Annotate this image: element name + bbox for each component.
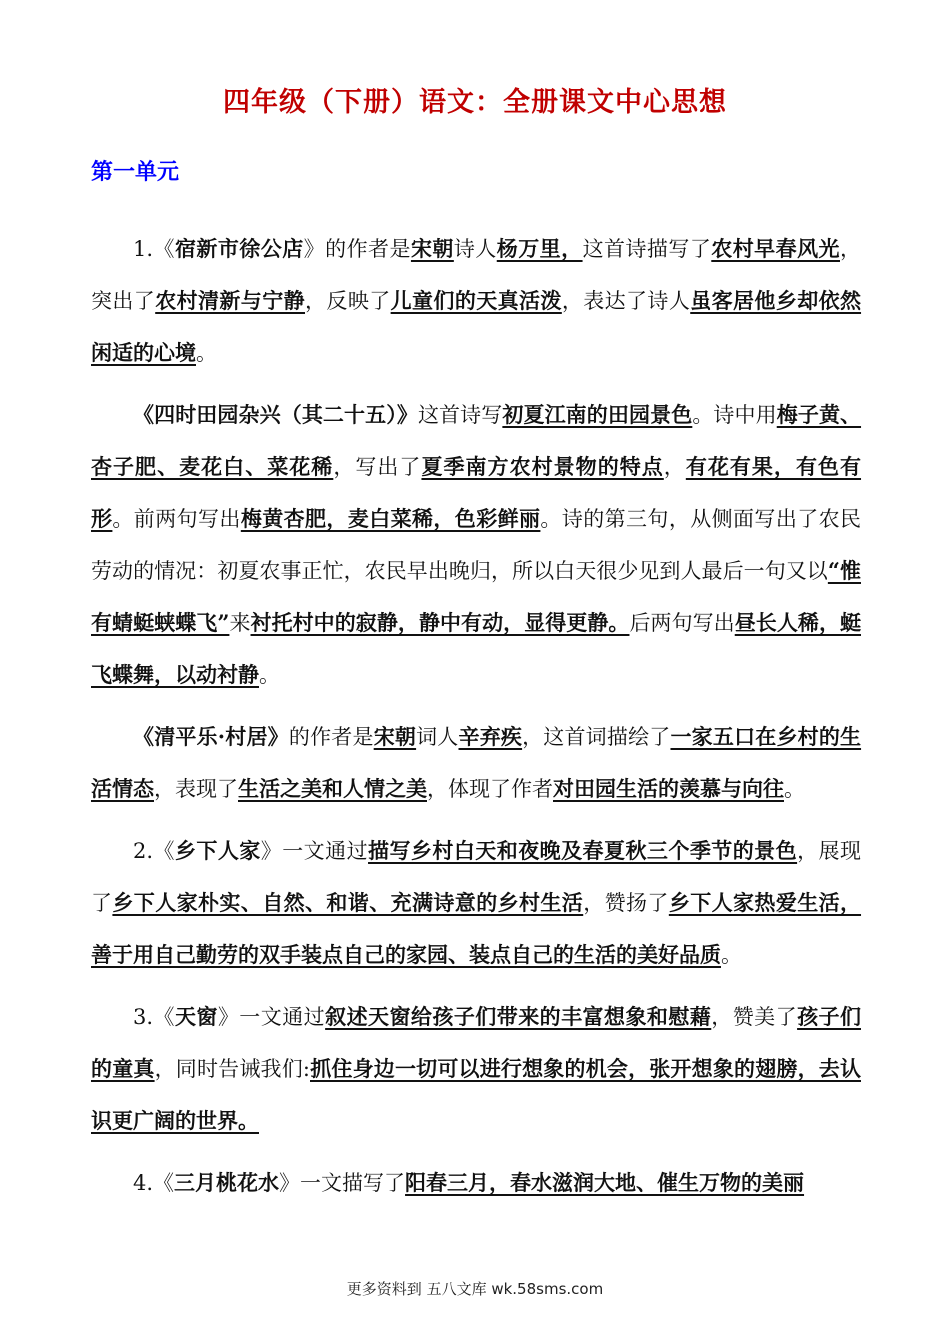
text-span: ，突出了 bbox=[91, 237, 861, 313]
text-span: 来 bbox=[229, 611, 251, 635]
key-phrase: 农村清新与宁静 bbox=[155, 288, 306, 313]
page-title: 四年级（下册）语文：全册课文中心思想 bbox=[223, 87, 727, 118]
key-phrase: 虽客居他乡却依然闲适的心境 bbox=[91, 288, 862, 365]
footer-source-note: 更多资料到 五八文库 wk.58sms.com bbox=[346, 1280, 604, 1298]
text-span: ，反映了 bbox=[305, 289, 391, 313]
key-phrase: 生活之美和人情之美 bbox=[238, 776, 427, 801]
key-phrase: 昼长人稀，蜓飞蝶舞，以动衬静 bbox=[91, 610, 861, 687]
text-span: ，这首词描绘了 bbox=[522, 725, 671, 749]
text-span: 这首诗写 bbox=[417, 403, 503, 427]
key-phrase: 梅黄杏肥，麦白菜稀，色彩鲜丽 bbox=[240, 506, 541, 531]
text-span: 。前两句写出 bbox=[112, 507, 241, 531]
paragraph-poem-qing-ping-le bbox=[91, 711, 861, 815]
key-phrase: 衬托村中的寂静，静中有动，显得更静。 bbox=[250, 610, 630, 635]
text-span: 这首诗描写了 bbox=[582, 237, 712, 261]
text-span: 词人 bbox=[416, 725, 459, 749]
key-phrase: 有花有果，有色有形 bbox=[91, 454, 862, 531]
document-body bbox=[91, 223, 861, 1219]
key-phrase: 乡下人家热爱生活，善于用自己勤劳的双手装点自己的家园、装点自己的生活的美好品质 bbox=[91, 890, 862, 967]
paragraph-tian-chuang bbox=[91, 991, 861, 1147]
key-phrase: 杨万里， bbox=[496, 236, 583, 261]
key-phrase: 梅子黄、杏子肥、麦花白、菜花稀 bbox=[91, 402, 862, 479]
text-span: 。诗中用 bbox=[692, 403, 777, 427]
text-span: ，展现了 bbox=[91, 839, 861, 915]
key-phrase: 儿童们的天真活泼 bbox=[390, 288, 562, 313]
text-title: 三月桃花水 bbox=[174, 1170, 280, 1195]
text-span: 》的作者是 bbox=[303, 237, 411, 261]
text-span: ，表现了 bbox=[154, 777, 238, 801]
key-phrase: 辛弃疾 bbox=[458, 724, 523, 749]
key-phrase: 叙述天窗给孩子们带来的丰富想象和慰藉 bbox=[325, 1004, 712, 1029]
key-phrase: 阳春三月，春水滋润大地、催生万物的美丽 bbox=[405, 1170, 805, 1195]
text-span: 。 bbox=[196, 341, 217, 365]
key-phrase: 农村早春风光 bbox=[711, 236, 840, 261]
text-span: 1.《 bbox=[133, 237, 175, 261]
text-title: 《四时田园杂兴（其二十五）》 bbox=[133, 402, 418, 427]
key-phrase: 宋朝 bbox=[373, 724, 417, 749]
text-span: 。 bbox=[259, 663, 280, 687]
text-span: ，表达了诗人 bbox=[561, 289, 691, 313]
text-span: ，写出了 bbox=[333, 455, 422, 479]
key-phrase: 孩子们的童真 bbox=[91, 1004, 861, 1081]
key-phrase: 宋朝 bbox=[410, 236, 454, 261]
text-span: 2.《 bbox=[133, 839, 175, 863]
text-span: 的作者是 bbox=[288, 725, 374, 749]
key-phrase: 抓住身边一切可以进行想象的机会，张开想象的翅膀，去认识更广阔的世界。 bbox=[91, 1056, 861, 1133]
text-title: 乡下人家 bbox=[174, 838, 261, 863]
text-span: 》一文通过 bbox=[217, 1005, 326, 1029]
key-phrase: 一家五口在乡村的生活情态 bbox=[91, 724, 862, 801]
paragraph-xiang-xia-ren-jia bbox=[91, 825, 861, 981]
unit-heading: 第一单元 bbox=[91, 159, 180, 185]
paragraph-poem-si-shi-tian-yuan bbox=[91, 389, 861, 701]
text-span: 后两句写出 bbox=[629, 611, 735, 635]
text-span: 3.《 bbox=[133, 1005, 175, 1029]
text-span: ， bbox=[663, 455, 686, 479]
text-title: 宿新市徐公店 bbox=[174, 236, 304, 261]
text-title: 《清平乐·村居》 bbox=[133, 724, 289, 749]
text-span: 》一文通过 bbox=[260, 839, 369, 863]
text-span: ，赞扬了 bbox=[583, 891, 669, 915]
text-span: 。 bbox=[721, 943, 742, 967]
text-span: ，同时告诫我们: bbox=[154, 1057, 310, 1081]
text-title: 天窗 bbox=[174, 1004, 218, 1029]
text-span: 4.《 bbox=[133, 1171, 175, 1195]
key-phrase: 对田园生活的羡慕与向往 bbox=[553, 776, 784, 801]
key-phrase: 夏季南方农村景物的特点 bbox=[421, 454, 664, 479]
paragraph-san-yue-tao-hua-shui bbox=[91, 1157, 861, 1209]
text-span: 诗人 bbox=[453, 237, 497, 261]
paragraph-poem-su-xin-shi bbox=[91, 223, 861, 379]
key-phrase: 描写乡村白天和夜晚及春夏秋三个季节的景色 bbox=[368, 838, 798, 863]
text-span: ，赞美了 bbox=[711, 1005, 798, 1029]
text-span: 。 bbox=[784, 777, 805, 801]
text-span: 。诗的第三句，从侧面写出了农民劳动的情况：初夏农事正忙，农民早出晚归，所以白天很少见到人最后一句又以 bbox=[91, 507, 862, 583]
key-phrase: “惟有蜻蜓蛱蝶飞” bbox=[91, 558, 861, 635]
text-span: 》一文描写了 bbox=[279, 1171, 406, 1195]
key-phrase: 乡下人家朴实、自然、和谐、充满诗意的乡村生活 bbox=[112, 890, 584, 915]
key-phrase: 初夏江南的田园景色 bbox=[502, 402, 693, 427]
text-span: ，体现了作者 bbox=[427, 777, 553, 801]
